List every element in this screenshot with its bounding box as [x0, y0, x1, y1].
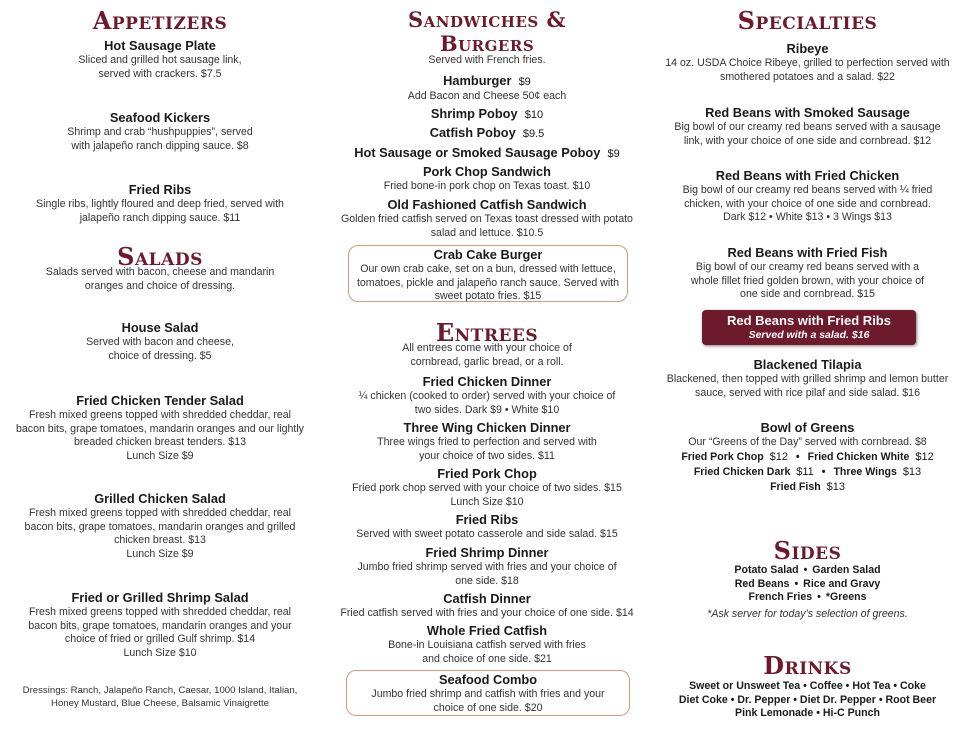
menu-item — [322, 420, 652, 463]
column-sandwiches-entrees — [322, 0, 652, 734]
item-name: Fried Ribs — [455, 512, 519, 527]
item-price: $10 — [524, 109, 544, 121]
menu-item — [0, 182, 320, 225]
menu-item — [322, 106, 652, 123]
item-price: $9 — [607, 148, 620, 160]
menu-item — [655, 245, 960, 302]
sides-list — [655, 564, 960, 621]
item-name: Hot Sausage Plate — [104, 38, 216, 53]
entrees-title: Entrees — [435, 318, 539, 347]
item-name: Ribeye — [786, 41, 829, 56]
sides-row: French Fries • *Greens — [748, 591, 867, 603]
sides-row: Potato Salad • Garden Salad — [734, 564, 881, 576]
item-name: Blackened Tilapia — [753, 357, 862, 372]
item-name: Crab Cake Burger — [433, 247, 543, 262]
item-name: Grilled Chicken Salad — [94, 491, 226, 506]
sandwiches-intro: Served with French fries. — [428, 54, 546, 66]
drinks-title: Drinks — [763, 651, 852, 680]
dressings-note: Dressings: Ranch, Jalapeño Ranch, Caesar, 1000 Island, Italian, Honey Mustard, Blue Cheese, Balsamic Vinaigrette — [22, 685, 298, 709]
item-desc: Big bowl of our creamy red beans served with a sausage link, with your choice of one side and cornbread. $12 — [674, 121, 941, 147]
item-desc: Three wings fried to perfection and served with your choice of two sides. $11 — [377, 436, 597, 462]
menu-item — [655, 41, 960, 84]
item-name: Fried Shrimp Dinner — [425, 545, 549, 560]
drinks-row: Pink Lemonade • Hi-C Punch — [735, 707, 880, 719]
item-desc: Sliced and grilled hot sausage link, served with crackers. $7.5 — [78, 54, 242, 80]
item-name: Red Beans with Fried Chicken — [715, 168, 900, 183]
item-desc: Shrimp and crab “hushpuppies”, served with jalapeño ranch dipping sauce. $8 — [67, 126, 253, 152]
menu-item — [0, 38, 320, 81]
menu-item — [322, 623, 652, 666]
item-sub: Lunch Size $9 — [126, 449, 194, 462]
item-name: Seafood Combo — [438, 672, 538, 687]
bullet: • — [795, 450, 800, 463]
salads-title: Salads — [117, 242, 203, 271]
bullet: • — [803, 564, 808, 576]
menu-item — [0, 393, 320, 463]
item-desc: Served with sweet potato casserole and side salad. $15 — [356, 528, 618, 540]
drinks-row: Diet Coke • Dr. Pepper • Diet Dr. Pepper • Root Beer — [678, 693, 937, 706]
appetizers-title: Appetizers — [92, 6, 228, 35]
item-desc: Add Bacon and Cheese 50¢ each — [407, 90, 567, 102]
item-name: Fried or Grilled Shrimp Salad — [71, 590, 249, 605]
item-price: $9 — [518, 76, 531, 88]
item-desc: Blackened, then topped with grilled shrimp and lemon butter sauce, served with rice pilaf and side salad. $16 — [666, 373, 949, 399]
menu-item — [322, 512, 652, 542]
menu-item — [655, 420, 960, 495]
drinks-list — [655, 680, 960, 721]
crab-cake-box — [348, 245, 628, 302]
greens-note: *Ask server for today’s selection of greens. — [707, 607, 908, 620]
menu-item — [322, 545, 652, 588]
item-sub: Lunch Size $10 — [123, 646, 197, 659]
item-desc: Single ribs, lightly floured and deep fried, served with jalapeño ranch dipping sauce. $11 — [36, 198, 284, 224]
item-name: Shrimp Poboy — [430, 106, 518, 121]
bullet: • — [817, 591, 821, 603]
menu-item — [0, 491, 320, 561]
item-desc: Bone-in Louisiana catfish served with fries and choice of one side. $21 — [388, 639, 586, 665]
item-name: Fried Chicken Tender Salad — [76, 393, 244, 408]
menu-item — [322, 466, 652, 509]
menu-item — [322, 73, 652, 104]
menu-item — [322, 164, 652, 194]
menu-item — [0, 110, 320, 153]
item-name: Fried Chicken Dinner — [422, 374, 552, 389]
menu-item — [322, 197, 652, 240]
item-desc: Fresh mixed greens topped with shredded cheddar, real bacon bits, grape tomatoes, mandarin oranges and our lightly breaded chicken breast tenders. $13 — [16, 409, 304, 448]
sides-row: Red Beans • Rice and Gravy — [734, 577, 881, 590]
item-name: Bowl of Greens — [760, 420, 855, 435]
sandwiches-title-line1: Sandwiches & — [407, 7, 567, 32]
item-desc: Fresh mixed greens topped with shredded cheddar, real bacon bits, grape tomatoes, mandarin oranges and your choice of fried or grilled Gulf shrimp. $14 — [28, 606, 292, 645]
item-desc: Fried catfish served with fries and your choice of one side. $14 — [340, 607, 634, 619]
column-specialties — [655, 0, 960, 734]
item-name: Hot Sausage or Smoked Sausage Poboy — [354, 145, 601, 160]
bullet: • — [794, 577, 799, 590]
menu-item — [655, 105, 960, 148]
bullet: • — [821, 465, 826, 478]
item-name: Seafood Kickers — [109, 110, 211, 125]
item-name: Old Fashioned Catfish Sandwich — [387, 197, 587, 212]
menu-item — [322, 125, 652, 142]
greens-option-row: Fried Pork Chop $12 • Fried Chicken White $12 — [681, 450, 934, 463]
item-price: $9.5 — [522, 128, 545, 140]
menu-item — [655, 168, 960, 225]
featured-item-box — [702, 310, 916, 345]
entrees-intro: All entrees come with your choice of cornbread, garlic bread, or a roll. — [402, 342, 572, 368]
item-name: Hamburger — [443, 73, 512, 88]
item-name: Catfish Dinner — [443, 591, 531, 606]
item-desc: Served with bacon and cheese, choice of dressing. $5 — [86, 336, 234, 362]
item-sub: Lunch Size $10 — [450, 495, 524, 508]
greens-option-row: Fried Chicken Dark $11 • Three Wings $13 — [693, 465, 922, 478]
column-appetizers-salads — [0, 0, 320, 734]
item-desc: Fried bone-in pork chop on Texas toast. $10 — [383, 180, 591, 192]
item-desc: Jumbo fried shrimp served with fries and your choice of one side. $18 — [357, 561, 617, 587]
item-desc: Big bowl of our creamy red beans served with a whole fillet fried golden brown, with your choice of one side and cornbread. $15 — [690, 261, 925, 300]
item-name: Fried Ribs — [128, 182, 192, 197]
menu-item — [0, 320, 320, 363]
item-desc: Fresh mixed greens topped with shredded cheddar, real bacon bits, grape tomatoes, mandarin oranges and grilled chicken breast. $13 — [24, 507, 296, 546]
sandwiches-title — [322, 8, 652, 56]
item-name: Whole Fried Catfish — [426, 623, 548, 638]
item-desc: Big bowl of our creamy red beans served with ¼ fried chicken, with your choice of one side and cornbread. — [682, 184, 933, 210]
item-name: Fried Pork Chop — [437, 466, 537, 481]
item-name: Red Beans with Smoked Sausage — [705, 105, 910, 120]
featured-item-sub: Served with a salad. $16 — [748, 329, 870, 341]
item-desc: ¼ chicken (cooked to order) served with your choice of two sides. Dark $9 • White $10 — [358, 390, 616, 416]
item-name: Three Wing Chicken Dinner — [403, 420, 571, 435]
item-sub: Dark $12 • White $13 • 3 Wings $13 — [723, 211, 892, 223]
item-desc: 14 oz. USDA Choice Ribeye, grilled to perfection served with smothered potatoes and a salad. $22 — [665, 57, 950, 83]
item-sub: Lunch Size $9 — [126, 547, 194, 560]
item-name: Pork Chop Sandwich — [423, 164, 551, 179]
greens-option-row: Fried Fish $13 — [770, 480, 845, 493]
menu-item — [655, 357, 960, 400]
menu-item — [322, 591, 652, 621]
specialties-title: Specialties — [737, 6, 878, 35]
menu-item — [322, 374, 652, 417]
drinks-row: Sweet or Unsweet Tea • Coffee • Hot Tea • Coke — [689, 680, 926, 692]
item-desc: Our “Greens of the Day” served with cornbread. $8 — [688, 436, 927, 448]
menu-item — [0, 590, 320, 660]
item-desc: Jumbo fried shrimp and catfish with fries and your choice of one side. $20 — [371, 688, 605, 714]
menu-item — [322, 145, 652, 162]
item-desc: Fried pork chop served with your choice of two sides. $15 — [352, 482, 622, 494]
item-name: Catfish Poboy — [429, 125, 516, 140]
seafood-combo-box — [346, 670, 630, 716]
sandwiches-title-line2: Burgers — [439, 31, 535, 56]
item-name: House Salad — [121, 320, 199, 335]
sides-title: Sides — [773, 536, 842, 565]
salads-intro: Salads served with bacon, cheese and mandarin oranges and choice of dressing. — [45, 266, 275, 292]
item-desc: Our own crab cake, set on a bun, dressed with lettuce, tomatoes, pickle and jalapeño ranch sauce. Served with sweet potato fries. $15 — [356, 263, 620, 302]
item-name: Red Beans with Fried Fish — [727, 245, 888, 260]
featured-item-name: Red Beans with Fried Ribs — [727, 313, 891, 328]
item-desc: Golden fried catfish served on Texas toast dressed with potato salad and lettuce. $10.5 — [341, 213, 633, 239]
